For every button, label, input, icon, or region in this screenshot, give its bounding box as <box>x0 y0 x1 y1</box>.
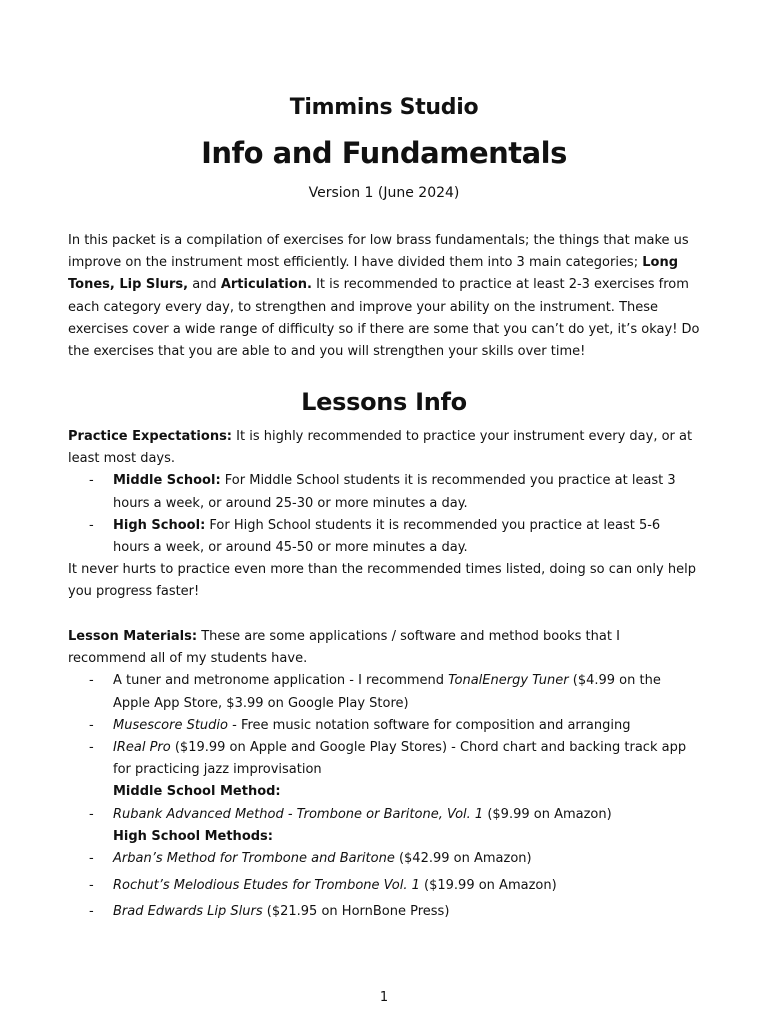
list-item-arban <box>68 848 700 870</box>
practice-footer: It never hurts to practice even more than the recommended times listed, doing so can only help you progress faster! <box>68 562 696 600</box>
list-dash: - <box>89 473 94 489</box>
practice-intro <box>68 426 700 470</box>
list-item-text: ($21.95 on HornBone Press) <box>262 904 450 920</box>
list-item-bold: High School: <box>113 517 206 533</box>
list-dash: - <box>89 673 94 689</box>
book-title: Brad Edwards Lip Slurs <box>113 904 263 920</box>
list-item-rochut <box>68 875 700 897</box>
practice-expectations-section <box>68 426 700 604</box>
version-label: Version 1 (June 2024) <box>308 185 460 201</box>
page-number: 1 <box>379 990 389 1005</box>
list-dash: - <box>89 806 94 822</box>
list-item-text: For Middle School students it is recommended you practice at least 3 hours a week, or around 25-30 or more minutes a day. <box>113 473 676 511</box>
intro-bold-categories: Long Tones, Lip Slurs, <box>68 255 679 293</box>
app-name: IReal Pro <box>113 740 171 756</box>
list-dash: - <box>89 517 94 533</box>
list-item-text: - Free music notation software for composition and arranging <box>227 717 631 733</box>
intro-paragraph <box>68 230 700 363</box>
materials-text: These are some applications / software and method books that I recommend all of my students have. <box>68 629 620 667</box>
app-name: TonalEnergy Tuner <box>448 673 569 689</box>
section-title-lessons-info: Lessons Info <box>301 388 467 416</box>
list-item-text: For High School students it is recommended you practice at least 5-6 hours a week, or around 45-50 or more minutes a day. <box>113 517 661 556</box>
list-item-musescore <box>68 715 700 737</box>
studio-name: Timmins Studio <box>289 95 479 120</box>
list-item-text: ($9.99 on Amazon) <box>483 806 612 822</box>
list-item-text: ($4.99 on the Apple App Store, $3.99 on Google Play Store) <box>113 673 661 711</box>
list-item-middle-school <box>68 470 700 514</box>
materials-intro <box>68 626 700 670</box>
app-name: Musescore Studio <box>113 717 228 733</box>
middle-school-method-heading: Middle School Method: <box>113 784 281 800</box>
intro-text: In this packet is a compilation of exercises for low brass fundamentals; the things that make us improve on the instrument most efficiently. I have divided them into 3 main categories; <box>68 233 689 271</box>
book-title: Rubank Advanced Method - Trombone or Baritone, Vol. 1 <box>113 806 484 822</box>
list-item-rubank <box>68 804 700 826</box>
list-dash: - <box>89 877 94 893</box>
list-item-tuner <box>68 670 700 714</box>
book-title: Rochut’s Melodious Etudes for Trombone Vol. 1 <box>113 877 420 893</box>
high-school-methods-heading: High School Methods: <box>113 828 273 844</box>
list-dash: - <box>89 851 94 867</box>
list-item-text: A tuner and metronome application - I recommend <box>113 673 449 689</box>
list-item-text: ($19.99 on Amazon) <box>419 877 557 893</box>
lesson-materials-section <box>68 626 700 928</box>
list-item-ireal-pro <box>68 737 700 781</box>
practice-text: It is highly recommended to practice your instrument every day, or at least most days. <box>68 429 693 467</box>
list-item-text: ($19.99 on Apple and Google Play Stores) - Chord chart and backing track app for practicing jazz improvisation <box>113 740 687 778</box>
list-dash: - <box>89 904 94 920</box>
materials-label: Lesson Materials: <box>68 629 198 644</box>
intro-bold-articulation: Articulation. <box>220 277 312 293</box>
intro-text: It is recommended to practice at least 2-3 exercises from each category every day, to strengthen and improve your ability on the instrument. These exercises cover a wide range of difficulty so if there are some that you can’t do yet, it’s okay! Do the exercises that you are able to and you will strengthen your skills over time! <box>68 277 700 360</box>
list-item-high-school <box>68 515 700 559</box>
list-dash: - <box>89 717 94 733</box>
list-item-brad-edwards <box>68 901 700 923</box>
page-title: Info and Fundamentals <box>201 136 567 170</box>
list-dash: - <box>89 740 94 756</box>
high-school-methods-list <box>68 848 700 924</box>
intro-text: and <box>188 277 221 293</box>
materials-list <box>68 670 700 848</box>
practice-label: Practice Expectations: <box>68 429 233 444</box>
practice-list <box>68 470 700 559</box>
list-item-text: ($42.99 on Amazon) <box>394 851 532 867</box>
book-title: Arban’s Method for Trombone and Baritone <box>113 851 395 867</box>
list-item-bold: Middle School: <box>113 473 221 489</box>
